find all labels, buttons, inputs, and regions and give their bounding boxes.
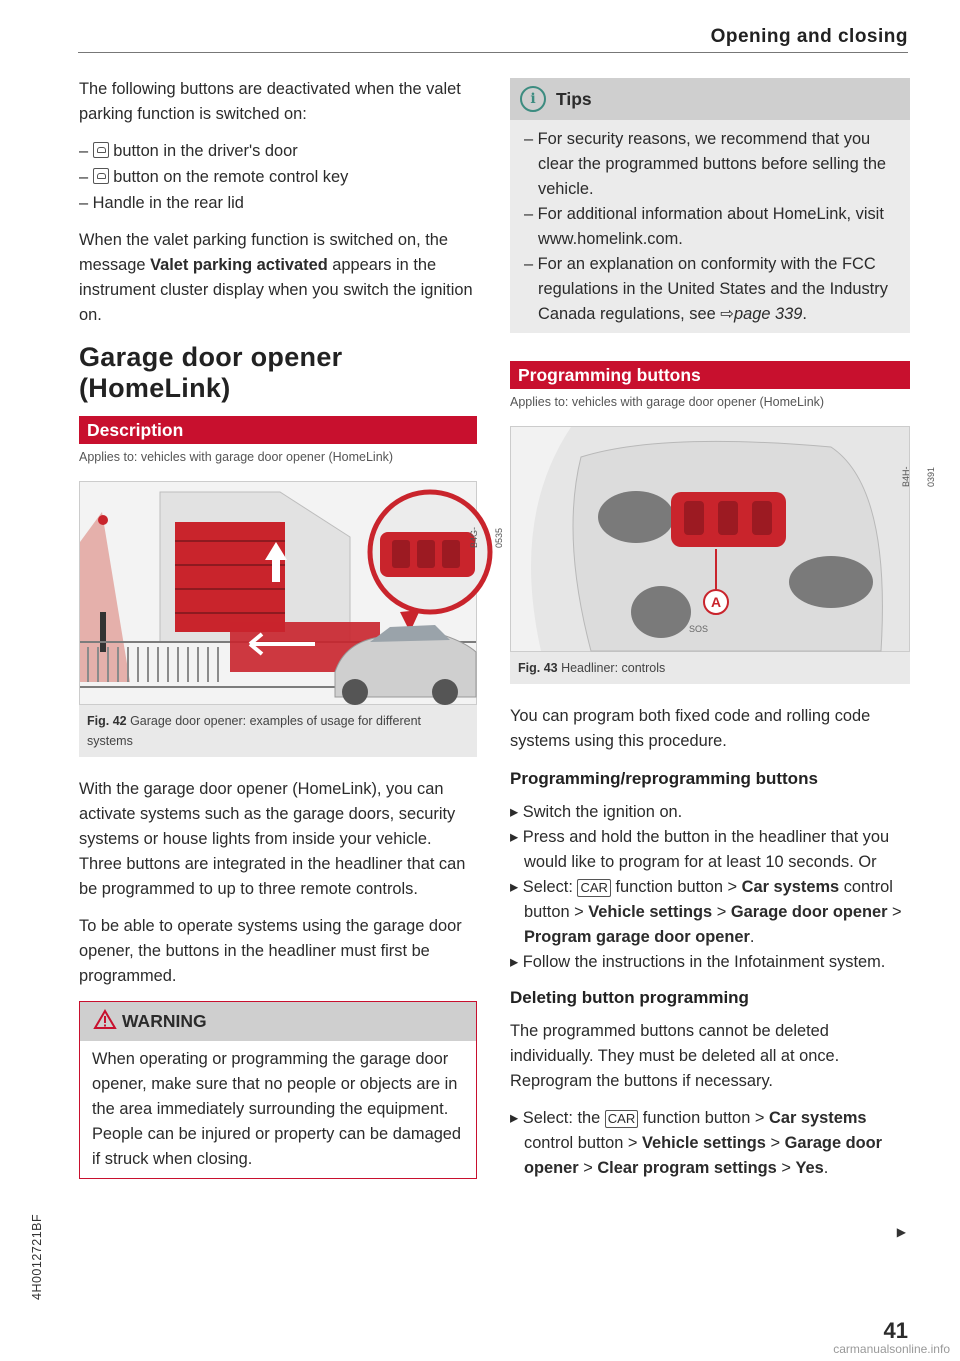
procedure-intro: You can program both fixed code and rolling code systems using this procedure. <box>510 707 871 750</box>
document-code: 4H0012721BF <box>30 1213 44 1300</box>
figure-caption: Fig. 43 Headliner: controls <box>518 661 666 675</box>
step-item: ▸ Switch the ignition on. <box>510 803 683 821</box>
figure-42 <box>79 481 504 757</box>
headliner-illustration <box>510 426 936 652</box>
tip-item: – For additional information about HomeLink, visit www.homelink.com. <box>524 205 884 248</box>
valet-paragraph: When the valet parking function is switched on, the message Valet parking activated appears in the instrument cluster display when you switch the ignition on. <box>79 231 473 324</box>
trunk-button-icon <box>93 168 109 184</box>
car-key-label: CAR <box>577 879 610 897</box>
subheading-deleting: Deleting button programming <box>510 988 749 1007</box>
applies-to-note: Applies to: vehicles with garage door opener (HomeLink) <box>510 395 825 409</box>
program-first-paragraph: To be able to operate systems using the garage door opener, the buttons in the headliner must first be programmed. <box>79 917 462 985</box>
page-ref-arrow-icon: ⇨ <box>720 305 734 323</box>
step-item: ▸ Press and hold the button in the headliner that you would like to program for at least 10 seconds. Or <box>510 828 890 871</box>
figure-caption: Fig. 42 Garage door opener: examples of usage for different systems <box>87 714 421 748</box>
figure-43 <box>510 426 936 684</box>
tips-header: i Tips <box>510 78 910 120</box>
tips-box <box>510 78 910 333</box>
right-column <box>510 78 936 1181</box>
garage-scene-illustration <box>80 482 476 704</box>
list-item: – Handle in the rear lid <box>79 194 244 212</box>
step-item: ▸ Select: the CAR function button > Car systems control button > Vehicle settings > Garage door opener > Clear program settings > Yes. <box>510 1109 883 1177</box>
warning-box <box>79 1001 477 1179</box>
deleting-paragraph: The programmed buttons cannot be deleted individually. They must be deleted all at once. Reprogram the buttons if necessary. <box>510 1022 840 1090</box>
page-header-title: Opening and closing <box>710 26 908 47</box>
figure-code: B4H-0391 <box>901 466 936 487</box>
list-item: – button on the remote control key <box>79 168 349 186</box>
subheading-programming: Programming/reprogramming buttons <box>510 769 818 788</box>
trunk-button-icon <box>93 142 109 158</box>
car-key-label: CAR <box>605 1110 638 1128</box>
tip-item: – For an explanation on conformity with the FCC regulations in the United States and the Industry Canada regulations, see ⇨page 339. <box>524 255 888 323</box>
page-reference-link[interactable]: page 339 <box>733 305 803 323</box>
tip-item: – For security reasons, we recommend that you clear the programmed buttons before selling the vehicle. <box>524 130 887 198</box>
warning-triangle-icon <box>94 1010 116 1029</box>
continue-arrow-icon: ▶ <box>896 1225 906 1239</box>
programming-bar: Programming buttons <box>510 361 910 389</box>
section-heading: Garage door opener (HomeLink) <box>79 342 343 403</box>
headliner-controls-illustration <box>511 427 909 651</box>
description-bar: Description <box>79 416 477 444</box>
warning-header: WARNING <box>80 1002 476 1041</box>
garage-illustration <box>79 481 504 705</box>
list-item: – button in the driver's door <box>79 142 298 160</box>
warning-text: When operating or programming the garage door opener, make sure that no people or objects are in the area immediately surrounding the equipment. People can be injured or property can be damaged if struck when closing. <box>92 1050 462 1168</box>
left-column <box>79 77 504 1179</box>
step-item: ▸ Follow the instructions in the Infotainment system. <box>510 953 886 971</box>
callout-label: A <box>710 594 722 610</box>
step-item: ▸ Select: CAR function button > Car systems control button > Vehicle settings > Garage door opener > Program garage door opener. <box>510 878 902 946</box>
header-divider <box>78 52 908 53</box>
info-icon: i <box>520 86 546 112</box>
figure-code: B4G-0535 <box>469 526 504 548</box>
homelink-paragraph: With the garage door opener (HomeLink), you can activate systems such as the garage doors, security systems or house lights from inside your vehicle. Three buttons are integrated in the headliner that can be programmed to up to three remote controls. <box>79 780 466 898</box>
intro-paragraph: The following buttons are deactivated when the valet parking function is switched on: <box>79 80 461 123</box>
applies-to-note: Applies to: vehicles with garage door opener (HomeLink) <box>79 450 394 464</box>
sos-label: SOS <box>689 624 709 634</box>
page-number: 41 <box>883 1318 908 1343</box>
watermark: carmanualsonline.info <box>833 1342 950 1356</box>
